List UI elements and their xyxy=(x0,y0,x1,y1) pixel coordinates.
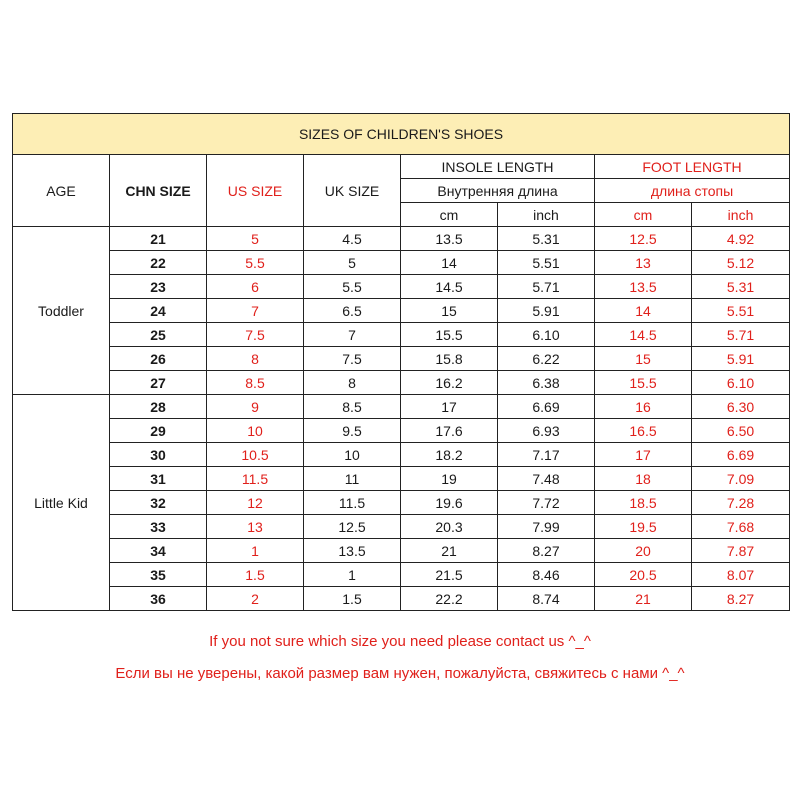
cell-foot-cm: 18 xyxy=(595,467,692,491)
cell-insole-cm: 16.2 xyxy=(401,371,498,395)
cell-insole-cm: 19.6 xyxy=(401,491,498,515)
cell-uk-size: 7 xyxy=(304,323,401,347)
cell-insole-cm: 17 xyxy=(401,395,498,419)
cell-chn-size: 21 xyxy=(110,227,207,251)
table-row xyxy=(13,323,790,347)
cell-insole-cm: 13.5 xyxy=(401,227,498,251)
header-age: AGE xyxy=(13,155,110,227)
cell-chn-size: 29 xyxy=(110,419,207,443)
cell-us-size: 10.5 xyxy=(207,443,304,467)
cell-chn-size: 36 xyxy=(110,587,207,611)
cell-foot-cm: 20.5 xyxy=(595,563,692,587)
cell-insole-inch: 6.93 xyxy=(498,419,595,443)
table-row xyxy=(13,515,790,539)
cell-us-size: 8 xyxy=(207,347,304,371)
cell-insole-inch: 8.46 xyxy=(498,563,595,587)
table-row xyxy=(13,227,790,251)
header-uk-size: UK SIZE xyxy=(304,155,401,227)
size-chart-table xyxy=(12,113,790,611)
cell-us-size: 2 xyxy=(207,587,304,611)
cell-insole-inch: 5.91 xyxy=(498,299,595,323)
cell-uk-size: 5 xyxy=(304,251,401,275)
table-row xyxy=(13,467,790,491)
cell-foot-cm: 16 xyxy=(595,395,692,419)
table-row xyxy=(13,419,790,443)
cell-insole-inch: 5.31 xyxy=(498,227,595,251)
cell-us-size: 12 xyxy=(207,491,304,515)
cell-insole-cm: 19 xyxy=(401,467,498,491)
cell-foot-inch: 5.91 xyxy=(692,347,790,371)
cell-chn-size: 31 xyxy=(110,467,207,491)
cell-foot-inch: 6.30 xyxy=(692,395,790,419)
cell-chn-size: 33 xyxy=(110,515,207,539)
cell-insole-cm: 15 xyxy=(401,299,498,323)
cell-insole-inch: 8.27 xyxy=(498,539,595,563)
table-row xyxy=(13,395,790,419)
cell-insole-cm: 20.3 xyxy=(401,515,498,539)
header-chn-size: CHN SIZE xyxy=(110,155,207,227)
table-row xyxy=(13,563,790,587)
cell-insole-inch: 8.74 xyxy=(498,587,595,611)
cell-us-size: 13 xyxy=(207,515,304,539)
header-insole-cm: cm xyxy=(401,203,498,227)
cell-foot-cm: 15.5 xyxy=(595,371,692,395)
cell-uk-size: 4.5 xyxy=(304,227,401,251)
cell-insole-cm: 14.5 xyxy=(401,275,498,299)
cell-foot-inch: 5.51 xyxy=(692,299,790,323)
cell-foot-cm: 13 xyxy=(595,251,692,275)
cell-foot-cm: 17 xyxy=(595,443,692,467)
cell-insole-inch: 6.22 xyxy=(498,347,595,371)
cell-foot-inch: 7.09 xyxy=(692,467,790,491)
cell-foot-cm: 21 xyxy=(595,587,692,611)
cell-insole-cm: 22.2 xyxy=(401,587,498,611)
cell-insole-cm: 21.5 xyxy=(401,563,498,587)
cell-insole-inch: 6.10 xyxy=(498,323,595,347)
table-row xyxy=(13,275,790,299)
cell-foot-cm: 19.5 xyxy=(595,515,692,539)
cell-chn-size: 27 xyxy=(110,371,207,395)
cell-age-group: Toddler xyxy=(13,227,110,395)
cell-insole-inch: 7.17 xyxy=(498,443,595,467)
cell-us-size: 9 xyxy=(207,395,304,419)
cell-chn-size: 22 xyxy=(110,251,207,275)
header-insole-inch: inch xyxy=(498,203,595,227)
cell-uk-size: 1.5 xyxy=(304,587,401,611)
cell-uk-size: 9.5 xyxy=(304,419,401,443)
cell-foot-inch: 8.07 xyxy=(692,563,790,587)
cell-foot-inch: 8.27 xyxy=(692,587,790,611)
table-row xyxy=(13,347,790,371)
cell-chn-size: 25 xyxy=(110,323,207,347)
cell-foot-cm: 20 xyxy=(595,539,692,563)
cell-insole-cm: 17.6 xyxy=(401,419,498,443)
cell-insole-cm: 15.8 xyxy=(401,347,498,371)
cell-foot-cm: 16.5 xyxy=(595,419,692,443)
cell-uk-size: 8.5 xyxy=(304,395,401,419)
cell-chn-size: 30 xyxy=(110,443,207,467)
cell-us-size: 7 xyxy=(207,299,304,323)
cell-foot-inch: 7.87 xyxy=(692,539,790,563)
cell-foot-inch: 6.50 xyxy=(692,419,790,443)
cell-uk-size: 5.5 xyxy=(304,275,401,299)
table-row xyxy=(13,299,790,323)
cell-foot-cm: 15 xyxy=(595,347,692,371)
cell-uk-size: 6.5 xyxy=(304,299,401,323)
header-insole-length: INSOLE LENGTH xyxy=(401,155,595,179)
cell-chn-size: 28 xyxy=(110,395,207,419)
cell-uk-size: 12.5 xyxy=(304,515,401,539)
cell-foot-inch: 7.68 xyxy=(692,515,790,539)
cell-uk-size: 11.5 xyxy=(304,491,401,515)
cell-us-size: 6 xyxy=(207,275,304,299)
table-row xyxy=(13,443,790,467)
cell-foot-inch: 5.12 xyxy=(692,251,790,275)
cell-foot-cm: 12.5 xyxy=(595,227,692,251)
cell-chn-size: 24 xyxy=(110,299,207,323)
contact-note-russian: Если вы не уверены, какой размер вам нужен, пожалуйста, свяжитесь с нами ^_^ xyxy=(115,665,685,682)
cell-us-size: 8.5 xyxy=(207,371,304,395)
cell-foot-inch: 4.92 xyxy=(692,227,790,251)
table-row xyxy=(13,491,790,515)
cell-chn-size: 26 xyxy=(110,347,207,371)
cell-us-size: 10 xyxy=(207,419,304,443)
table-row xyxy=(13,251,790,275)
header-foot-length: FOOT LENGTH xyxy=(595,155,790,179)
cell-insole-cm: 15.5 xyxy=(401,323,498,347)
cell-uk-size: 13.5 xyxy=(304,539,401,563)
table-row xyxy=(13,539,790,563)
cell-insole-cm: 21 xyxy=(401,539,498,563)
cell-uk-size: 8 xyxy=(304,371,401,395)
cell-foot-inch: 5.71 xyxy=(692,323,790,347)
cell-us-size: 7.5 xyxy=(207,323,304,347)
cell-foot-inch: 7.28 xyxy=(692,491,790,515)
cell-insole-inch: 6.69 xyxy=(498,395,595,419)
table-title: SIZES OF CHILDREN'S SHOES xyxy=(13,114,790,155)
cell-insole-inch: 5.51 xyxy=(498,251,595,275)
cell-uk-size: 10 xyxy=(304,443,401,467)
cell-age-group: Little Kid xyxy=(13,395,110,611)
cell-foot-cm: 14 xyxy=(595,299,692,323)
cell-us-size: 1.5 xyxy=(207,563,304,587)
header-insole-length-ru: Внутренняя длина xyxy=(401,179,595,203)
cell-chn-size: 34 xyxy=(110,539,207,563)
table-row xyxy=(13,371,790,395)
cell-chn-size: 32 xyxy=(110,491,207,515)
header-foot-length-ru: длина стопы xyxy=(595,179,790,203)
table-row xyxy=(13,587,790,611)
cell-insole-inch: 5.71 xyxy=(498,275,595,299)
cell-insole-inch: 7.99 xyxy=(498,515,595,539)
cell-insole-inch: 7.48 xyxy=(498,467,595,491)
cell-us-size: 1 xyxy=(207,539,304,563)
cell-uk-size: 7.5 xyxy=(304,347,401,371)
cell-foot-cm: 14.5 xyxy=(595,323,692,347)
cell-foot-inch: 6.69 xyxy=(692,443,790,467)
cell-foot-inch: 6.10 xyxy=(692,371,790,395)
header-us-size: US SIZE xyxy=(207,155,304,227)
cell-chn-size: 23 xyxy=(110,275,207,299)
cell-insole-inch: 6.38 xyxy=(498,371,595,395)
cell-insole-inch: 7.72 xyxy=(498,491,595,515)
cell-insole-cm: 14 xyxy=(401,251,498,275)
cell-us-size: 5 xyxy=(207,227,304,251)
cell-foot-cm: 13.5 xyxy=(595,275,692,299)
cell-foot-inch: 5.31 xyxy=(692,275,790,299)
cell-us-size: 5.5 xyxy=(207,251,304,275)
cell-uk-size: 1 xyxy=(304,563,401,587)
header-foot-cm: cm xyxy=(595,203,692,227)
cell-insole-cm: 18.2 xyxy=(401,443,498,467)
cell-foot-cm: 18.5 xyxy=(595,491,692,515)
cell-us-size: 11.5 xyxy=(207,467,304,491)
cell-chn-size: 35 xyxy=(110,563,207,587)
header-foot-inch: inch xyxy=(692,203,790,227)
contact-note-english: If you not sure which size you need please contact us ^_^ xyxy=(209,633,591,650)
cell-uk-size: 11 xyxy=(304,467,401,491)
